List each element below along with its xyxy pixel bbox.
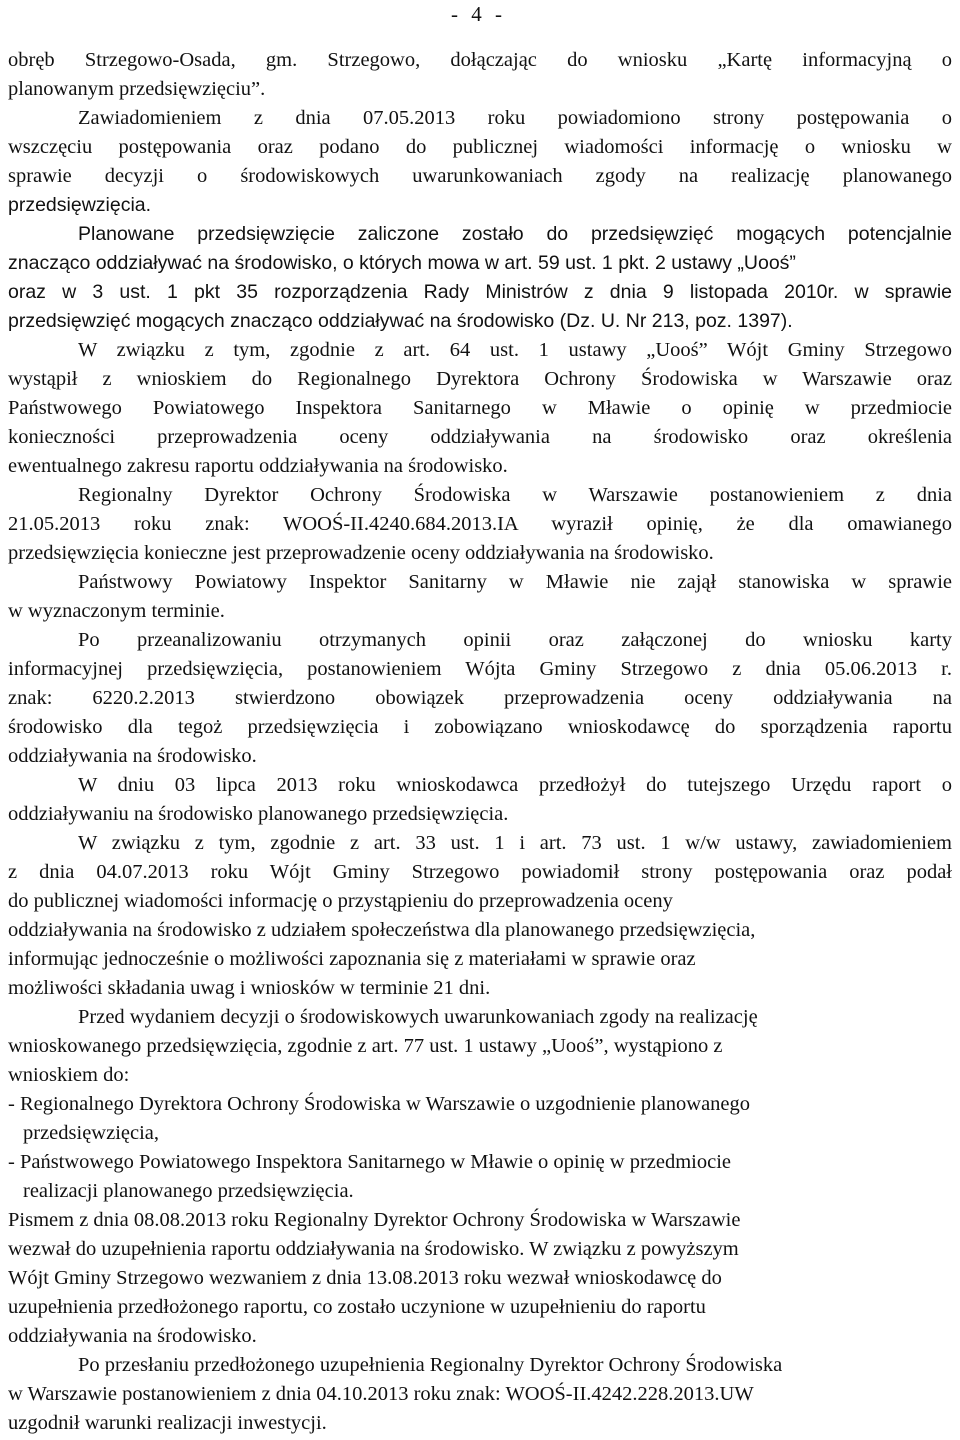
text-line: Po przeanalizowaniu otrzymanych opinii oraz załączonej do wniosku karty [78, 629, 952, 651]
text-line: informując jednocześnie o możliwości zapoznania się z materiałami w sprawie oraz [8, 948, 696, 970]
text-line: Państwowy Powiatowy Inspektor Sanitarny w Mławie nie zajął stanowiska w sprawie [78, 571, 952, 593]
text-line: - Regionalnego Dyrektora Ochrony Środowiska w Warszawie o uzgodnienie planowanego [8, 1093, 751, 1115]
text-line: ewentualnego zakresu raportu oddziaływania na środowisko. [8, 455, 508, 477]
text-line: sprawie decyzji o środowiskowych uwarunkowaniach zgody na realizację planowanego [8, 165, 952, 187]
text-line: obręb Strzegowo-Osada, gm. Strzegowo, dołączając do wniosku „Kartę informacyjną o [8, 49, 952, 71]
text-line: wystąpił z wnioskiem do Regionalnego Dyrektora Ochrony Środowiska w Warszawie oraz [8, 368, 952, 390]
text-line: przedsięwzięcia konieczne jest przeprowadzenie oceny oddziaływania na środowisko. [8, 542, 714, 564]
text-line: przedsięwzięcia. [8, 194, 152, 216]
text-line: W związku z tym, zgodnie z art. 33 ust. 1 i art. 73 ust. 1 w/w ustawy, zawiadomieniem [78, 832, 952, 854]
text-line: oddziaływania na środowisko z udziałem społeczeństwa dla planowanego przedsięwzięcia, [8, 919, 756, 941]
text-line: oddziaływania na środowisko. [8, 1325, 257, 1347]
text-line: środowisko dla tegoż przedsięwzięcia i zobowiązano wnioskodawcę do sporządzenia raportu [8, 716, 952, 738]
text-line: znacząco oddziaływać na środowisko, o których mowa w art. 59 ust. 1 pkt. 2 ustawy „Uooś” [8, 252, 796, 274]
text-line: Planowane przedsięwzięcie zaliczone zostało do przedsięwzięć mogących potencjalnie [78, 223, 952, 245]
text-line: Zawiadomieniem z dnia 07.05.2013 roku powiadomiono strony postępowania o [78, 107, 952, 129]
text-line: 21.05.2013 roku znak: WOOŚ-II.4240.684.2013.IA wyraził opinię, że dla omawianego [8, 513, 952, 535]
text-line: uzupełnienia przedłożonego raportu, co zostało uczynione w uzupełnieniu do raportu [8, 1296, 706, 1318]
text-line: przedsięwzięć mogących znacząco oddziaływać na środowisko (Dz. U. Nr 213, poz. 1397). [8, 310, 793, 332]
text-line: oraz w 3 ust. 1 pkt 35 rozporządzenia Rady Ministrów z dnia 9 listopada 2010r. w sprawie [8, 281, 952, 303]
text-line: - Państwowego Powiatowego Inspektora Sanitarnego w Mławie o opinię w przedmiocie [8, 1151, 732, 1173]
text-line: Wójt Gminy Strzegowo wezwaniem z dnia 13.08.2013 roku wezwał wnioskodawcę do [8, 1267, 722, 1289]
text-line: oddziaływaniu na środowisko planowanego przedsięwzięcia. [8, 803, 509, 825]
text-line: informacyjnej przedsięwzięcia, postanowieniem Wójta Gminy Strzegowo z dnia 05.06.2013 r. [8, 658, 952, 680]
text-line: Regionalny Dyrektor Ochrony Środowiska w Warszawie postanowieniem z dnia [78, 484, 952, 506]
text-line: realizacji planowanego przedsięwzięcia. [23, 1180, 354, 1202]
text-line: W związku z tym, zgodnie z art. 64 ust. 1 ustawy „Uooś” Wójt Gminy Strzegowo [78, 339, 952, 361]
text-line: oddziaływania na środowisko. [8, 745, 257, 767]
text-line: wszczęciu postępowania oraz podano do publicznej wiadomości informację o wniosku w [8, 136, 952, 158]
text-line: Państwowego Powiatowego Inspektora Sanitarnego w Mławie o opinię w przedmiocie [8, 397, 952, 419]
text-line: znak: 6220.2.2013 stwierdzono obowiązek przeprowadzenia oceny oddziaływania na [8, 687, 952, 709]
text-line: w wyznaczonym terminie. [8, 600, 225, 622]
document-body [8, 46, 952, 1438]
text-line: Po przesłaniu przedłożonego uzupełnienia Regionalny Dyrektor Ochrony Środowiska [78, 1354, 783, 1376]
text-line: konieczności przeprowadzenia oceny oddziaływania na środowisko oraz określenia [8, 426, 952, 448]
text-line: Pismem z dnia 08.08.2013 roku Regionalny Dyrektor Ochrony Środowiska w Warszawie [8, 1209, 741, 1231]
page-number: - 4 - [451, 2, 506, 26]
text-line: możliwości składania uwag i wniosków w terminie 21 dni. [8, 977, 491, 999]
text-line: z dnia 04.07.2013 roku Wójt Gminy Strzegowo powiadomił strony postępowania oraz podał [8, 861, 952, 883]
text-line: wnioskowanego przedsięwzięcia, zgodnie z art. 77 ust. 1 ustawy „Uooś”, wystąpiono z [8, 1035, 723, 1057]
text-line: uzgodnił warunki realizacji inwestycji. [8, 1412, 327, 1434]
text-line: planowanym przedsięwzięciu”. [8, 78, 266, 100]
text-line: do publicznej wiadomości informację o przystąpieniu do przeprowadzenia oceny [8, 890, 673, 912]
text-line: wnioskiem do: [8, 1064, 130, 1086]
text-line: wezwał do uzupełnienia raportu oddziaływania na środowisko. W związku z powyższym [8, 1238, 739, 1260]
text-line: w Warszawie postanowieniem z dnia 04.10.2013 roku znak: WOOŚ-II.4242.228.2013.UW [8, 1383, 754, 1405]
text-line: W dniu 03 lipca 2013 roku wnioskodawca przedłożył do tutejszego Urzędu raport o [78, 774, 952, 796]
text-line: Przed wydaniem decyzji o środowiskowych uwarunkowaniach zgody na realizację [78, 1006, 758, 1028]
text-line: przedsięwzięcia, [23, 1122, 160, 1144]
